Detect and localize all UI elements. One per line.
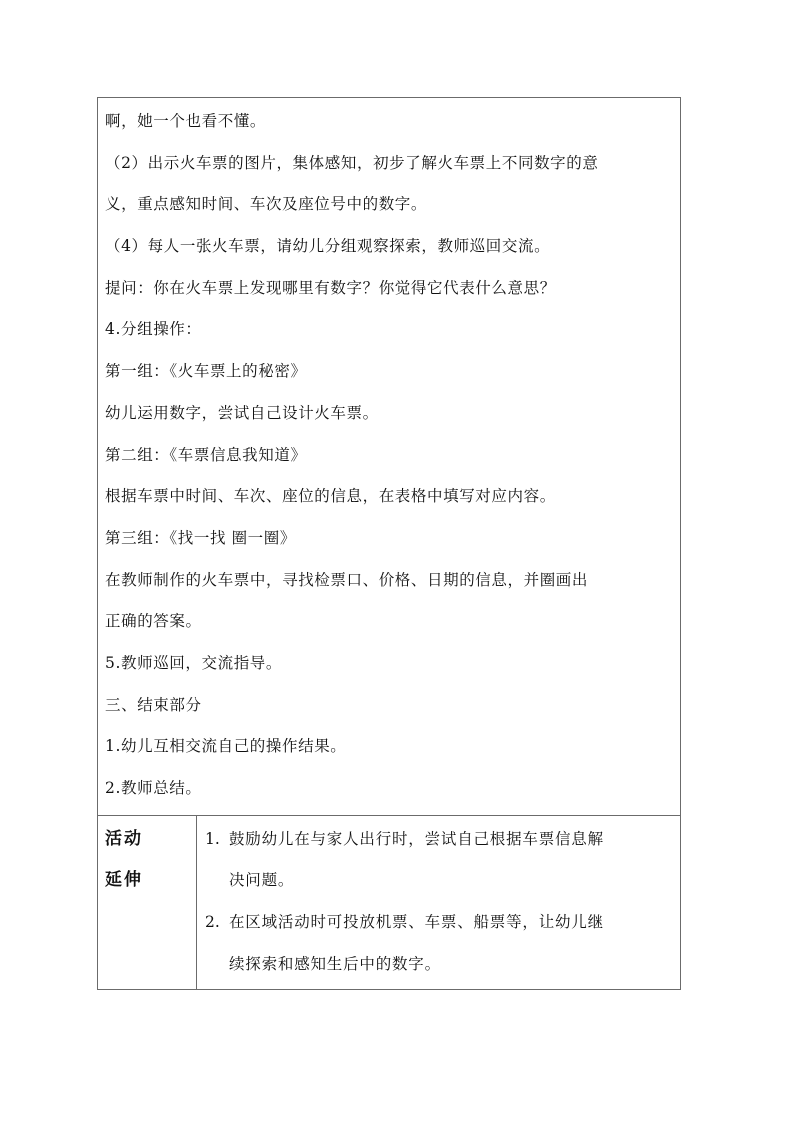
extension-label-line2: 延伸 [105, 869, 143, 890]
text-line: 第一组：《火车票上的秘密》 [105, 362, 307, 381]
extension-content-cell [197, 816, 680, 990]
text-line: 4.分组操作： [105, 320, 202, 339]
text-line: 第三组：《找一找 圈一圈》 [105, 528, 296, 547]
item-number: 1. [205, 829, 220, 848]
item-text-line: 鼓励幼儿在与家人出行时，尝试自己根据车票信息解 [229, 829, 604, 848]
text-line: 在教师制作的火车票中，寻找检票口、价格、日期的信息，并圈画出 [105, 570, 589, 589]
text-line: 1.幼儿互相交流自己的操作结果。 [105, 737, 347, 756]
text-line: 正确的答案。 [105, 612, 202, 631]
procedure-cell [98, 98, 680, 816]
item-text-line: 在区域活动时可投放机票、车票、船票等，让幼儿继 [229, 913, 604, 932]
text-line: 幼儿运用数字，尝试自己设计火车票。 [105, 403, 379, 422]
item-text-line: 决问题。 [229, 871, 295, 890]
lesson-plan-table [97, 97, 681, 990]
section-heading: 三、结束部分 [105, 695, 202, 714]
text-line: 提问：你在火车票上发现哪里有数字？你觉得它代表什么意思？ [105, 278, 556, 297]
text-line: 义，重点感知时间、车次及座位号中的数字。 [105, 195, 428, 214]
text-line: （2）出示火车票的图片，集体感知，初步了解火车票上不同数字的意 [105, 153, 599, 172]
text-line: 2.教师总结。 [105, 779, 202, 797]
extension-row [98, 816, 680, 990]
item-text-line: 续探索和感知生后中的数字。 [229, 954, 441, 973]
text-line: 5.教师巡回，交流指导。 [105, 653, 282, 672]
extension-label-cell [98, 816, 197, 990]
item-number: 2. [205, 913, 220, 932]
text-line: 啊，她一个也看不懂。 [105, 112, 267, 130]
list-item [205, 819, 674, 902]
text-line: （4）每人一张火车票，请幼儿分组观察探索，教师巡回交流。 [105, 237, 551, 256]
text-line: 根据车票中时间、车次、座位的信息，在表格中填写对应内容。 [105, 487, 556, 506]
list-item [205, 902, 674, 985]
text-line: 第二组：《车票信息我知道》 [105, 445, 307, 464]
extension-label-line1: 活动 [105, 828, 143, 849]
